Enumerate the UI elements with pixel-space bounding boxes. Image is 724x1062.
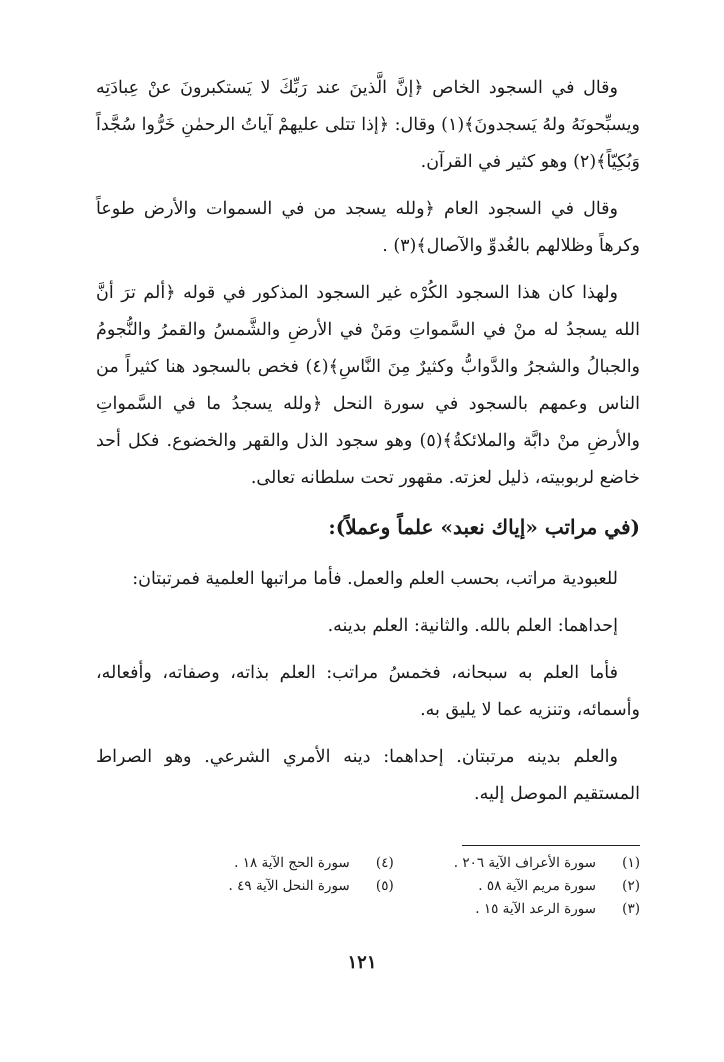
footnotes-column-right bbox=[454, 852, 640, 921]
paragraph-knowledge-of-god: فأما العلم به سبحانه، فخمسُ مراتب: العلم بذاته، وصفاته، وأفعاله، وأسمائه، وتنزيه عما لا يليق به. bbox=[96, 663, 640, 720]
footnote-number: (٤) bbox=[375, 855, 394, 871]
paragraph-worship-levels: للعبودية مراتب، بحسب العلم والعمل. فأما مراتبها العلمية فمرتبتان: bbox=[132, 569, 618, 589]
footnote-number: (١) bbox=[622, 855, 640, 871]
footnote-text: سورة مريم الآية ٥٨ . bbox=[478, 878, 596, 894]
footnote-item bbox=[229, 875, 394, 898]
paragraph-special-prostration: وقال في السجود الخاص ﴿إنَّ الَّذينَ عند رَبِّكَ لا يَستكبرونَ عنْ عِبادَتِه ويسبِّحونَهُ ولهُ يَسجدونَ﴾(١) وقال: ﴿إذا تتلى عليهمْ آياتُ الرحمٰنِ خَرُّوا سُجَّداً وَبُكِيّاً﴾(٢) وهو كثير في القرآن. bbox=[96, 78, 641, 172]
footnote-text: سورة الرعد الآية ١٥ . bbox=[475, 901, 596, 917]
footnote-number: (٢) bbox=[622, 878, 640, 894]
footnote-number: (٣) bbox=[622, 901, 640, 917]
footnote-text: سورة الحج الآية ١٨ . bbox=[234, 855, 350, 871]
paragraph-knowledge-of-religion: والعلم بدينه مرتبتان. إحداهما: دينه الأمري الشرعي. وهو الصراط المستقيم الموصل إليه. bbox=[96, 747, 640, 804]
footnotes bbox=[96, 852, 640, 921]
footnote-text: سورة الأعراف الآية ٢٠٦ . bbox=[453, 855, 596, 871]
footnote-item bbox=[454, 852, 640, 875]
footnote-item bbox=[454, 898, 640, 921]
section-heading: (في مراتب «إياك نعبد» علماً وعملاً): bbox=[328, 515, 640, 539]
paragraph-general-prostration: وقال في السجود العام ﴿ولله يسجد من في السموات والأرض طوعاً وكرهاً وظلالهم بالغُدوِّ والآصال﴾(٣) . bbox=[96, 199, 640, 256]
footnote-divider bbox=[462, 845, 640, 846]
footnotes-column-left bbox=[229, 852, 394, 921]
footnote-item bbox=[454, 875, 640, 898]
footnote-number: (٥) bbox=[375, 878, 394, 894]
footnote-text: سورة النحل الآية ٤٩ . bbox=[228, 878, 350, 894]
paragraph-forced-prostration: ولهذا كان هذا السجود الكُرْه غير السجود المذكور في قوله ﴿ألم ترَ أنَّ الله يسجدُ له منْ في السَّمواتِ ومَنْ في الأرضِ والشَّمسُ والقمرُ والنُّجومُ والجبالُ والشجرُ والدَّوابُّ وكثيرٌ مِنَ النَّاسِ﴾(٤) فخص بالسجود هنا كثيراً من الناس وعمهم بالسجود في سورة النحل ﴿ولله يسجدُ ما في السَّمواتِ والأرضِ منْ دابَّة والملائكةُ﴾(٥) وهو سجود الذل والقهر والخضوع. فكل أحد خاضع لربوبيته، ذليل لعزته. مقهور تحت سلطانه تعالى. bbox=[96, 283, 641, 488]
page-number: ١٢١ bbox=[347, 952, 377, 973]
page-body bbox=[96, 70, 640, 823]
footnote-item bbox=[229, 852, 394, 875]
paragraph-two-knowledges: إحداهما: العلم بالله. والثانية: العلم بدينه. bbox=[327, 616, 618, 636]
